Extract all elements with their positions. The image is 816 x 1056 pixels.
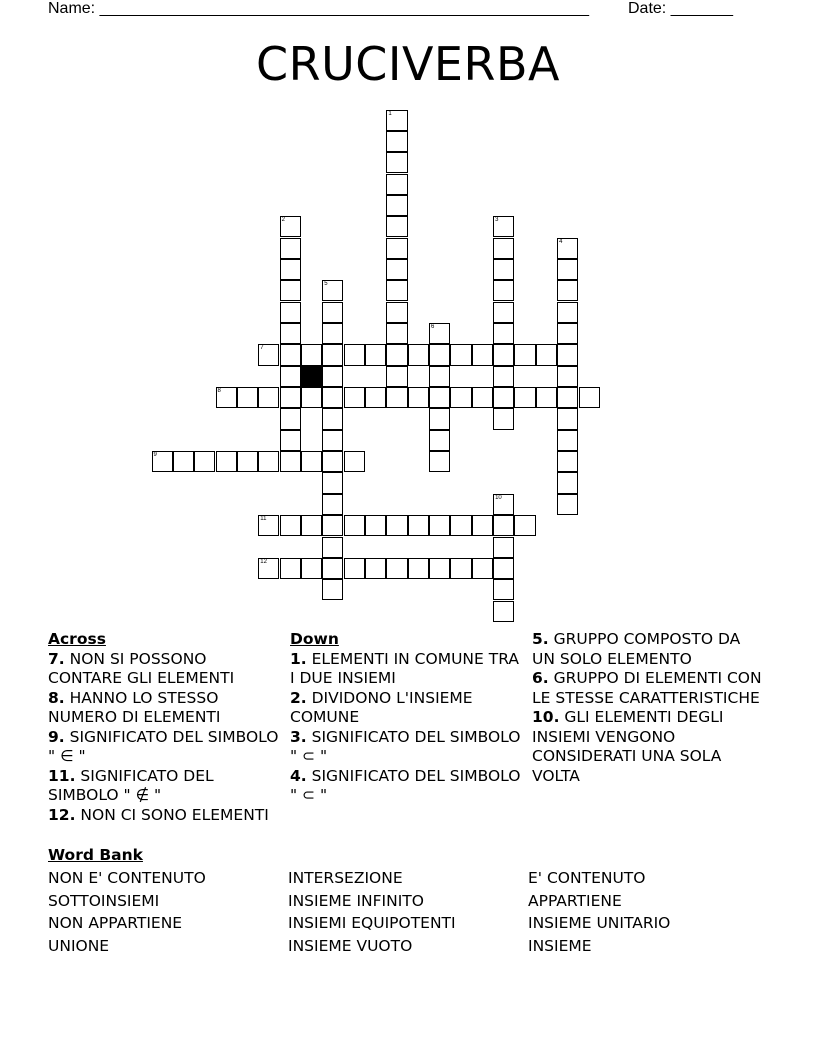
clue-number: 12.: [48, 805, 76, 824]
crossword-cell[interactable]: [557, 366, 578, 387]
crossword-cell[interactable]: [301, 515, 322, 536]
clue-item: [532, 630, 762, 669]
clue-item: [48, 689, 280, 728]
crossword-cell[interactable]: [557, 472, 578, 493]
crossword-cell[interactable]: [258, 344, 279, 365]
clue-item: [48, 728, 280, 767]
crossword-cell[interactable]: [237, 451, 258, 472]
crossword-cell[interactable]: [493, 387, 514, 408]
crossword-cell[interactable]: [386, 110, 407, 131]
word-bank-column-1: [48, 869, 206, 959]
cell-number: 4: [559, 238, 563, 245]
crossword-cell[interactable]: [429, 408, 450, 429]
word-bank-item: NON APPARTIENE: [48, 914, 183, 932]
clue-item: [48, 806, 280, 826]
word-bank-heading: Word Bank: [48, 846, 143, 864]
clue-text: GLI ELEMENTI DEGLI INSIEMI VENGONO CONSIDERATI UNA SOLA VOLTA: [532, 708, 724, 785]
clue-number: 11.: [48, 766, 76, 785]
crossword-cell[interactable]: [493, 515, 514, 536]
crossword-cell[interactable]: [493, 259, 514, 280]
crossword-cell[interactable]: [322, 430, 343, 451]
clue-item: [290, 689, 522, 728]
crossword-cell[interactable]: [301, 451, 322, 472]
word-bank-item: INSIEME VUOTO: [288, 936, 413, 955]
cell-number: 8: [217, 388, 221, 395]
crossword-cell[interactable]: [322, 494, 343, 515]
crossword-cell[interactable]: [472, 344, 493, 365]
crossword-cell[interactable]: [280, 280, 301, 301]
crossword-cell[interactable]: [365, 515, 386, 536]
crossword-cell[interactable]: [557, 323, 578, 344]
clue-number: 8.: [48, 688, 65, 707]
clue-item: [532, 669, 762, 708]
crossword-cell[interactable]: [472, 558, 493, 579]
crossword-cell[interactable]: [429, 344, 450, 365]
crossword-cell[interactable]: [493, 537, 514, 558]
word-bank-item: INTERSEZIONE: [288, 869, 403, 887]
crossword-cell[interactable]: [386, 195, 407, 216]
crossword-cell[interactable]: [322, 451, 343, 472]
down-heading: Down: [290, 630, 339, 648]
word-bank-item: SOTTOINSIEMI: [48, 891, 160, 910]
crossword-cell[interactable]: [557, 280, 578, 301]
crossword-cell[interactable]: [408, 387, 429, 408]
crossword-cell[interactable]: [557, 302, 578, 323]
across-heading: Across: [48, 630, 106, 648]
crossword-cell[interactable]: [322, 537, 343, 558]
word-bank-item: UNIONE: [48, 936, 110, 955]
cell-number: 5: [324, 281, 328, 288]
crossword-cell[interactable]: [258, 387, 279, 408]
crossword-cell[interactable]: [322, 408, 343, 429]
crossword-cell[interactable]: [280, 515, 301, 536]
crossword-cell[interactable]: [493, 366, 514, 387]
crossword-cell[interactable]: [493, 579, 514, 600]
down-list: [290, 650, 522, 806]
cell-number: 2: [281, 217, 285, 224]
clue-item: [48, 767, 280, 806]
crossword-cell[interactable]: [408, 344, 429, 365]
crossword-cell[interactable]: [152, 451, 173, 472]
crossword-block: [301, 366, 322, 387]
crossword-cell[interactable]: [344, 558, 365, 579]
crossword-cell[interactable]: [386, 280, 407, 301]
cell-number: 9: [153, 452, 157, 459]
crossword-cell[interactable]: [450, 558, 471, 579]
crossword-cell[interactable]: [216, 451, 237, 472]
crossword-cell[interactable]: [493, 344, 514, 365]
crossword-cell[interactable]: [493, 408, 514, 429]
clue-text: NON SI POSSONO CONTARE GLI ELEMENTI: [48, 649, 235, 687]
clue-number: 2.: [290, 688, 307, 707]
word-bank-column-2: [288, 869, 456, 959]
crossword-cell[interactable]: [450, 344, 471, 365]
cell-number: 3: [495, 217, 499, 224]
crossword-cell[interactable]: [365, 344, 386, 365]
clue-item: [290, 767, 522, 806]
across-clues: [48, 630, 280, 825]
cell-number: 10: [495, 494, 502, 501]
crossword-cell[interactable]: [280, 558, 301, 579]
crossword-cell[interactable]: [386, 515, 407, 536]
crossword-cell[interactable]: [493, 323, 514, 344]
crossword-cell[interactable]: [322, 323, 343, 344]
clue-text: SIGNIFICATO DEL SIMBOLO " ⊂ ": [290, 766, 521, 804]
crossword-cell[interactable]: [536, 387, 557, 408]
word-bank-column-3: [528, 869, 670, 959]
crossword-cell[interactable]: [557, 344, 578, 365]
down-clues: [290, 630, 522, 806]
down-clues-continued: [532, 630, 762, 786]
crossword-cell[interactable]: [429, 515, 450, 536]
crossword-cell[interactable]: [429, 366, 450, 387]
clue-text: ELEMENTI IN COMUNE TRA I DUE INSIEMI: [290, 649, 519, 687]
clue-text: GRUPPO COMPOSTO DA UN SOLO ELEMENTO: [532, 630, 741, 668]
crossword-cell[interactable]: [386, 259, 407, 280]
crossword-cell[interactable]: [429, 451, 450, 472]
crossword-cell[interactable]: [280, 216, 301, 237]
crossword-cell[interactable]: [322, 302, 343, 323]
word-bank-item: E' CONTENUTO: [528, 869, 646, 887]
crossword-cell[interactable]: [536, 344, 557, 365]
crossword-cell[interactable]: [301, 387, 322, 408]
crossword-cell[interactable]: [493, 280, 514, 301]
crossword-cell[interactable]: [344, 344, 365, 365]
crossword-cell[interactable]: [386, 558, 407, 579]
crossword-cell[interactable]: [514, 344, 535, 365]
clue-item: [290, 650, 522, 689]
crossword-cell[interactable]: [386, 238, 407, 259]
crossword-cell[interactable]: [557, 408, 578, 429]
crossword-cell[interactable]: [322, 558, 343, 579]
cell-number: 7: [260, 345, 264, 352]
crossword-cell[interactable]: [557, 494, 578, 515]
cell-number: 6: [431, 324, 435, 330]
across-list: [48, 650, 280, 826]
crossword-cell[interactable]: [280, 259, 301, 280]
word-bank: [48, 846, 768, 955]
clue-number: 6.: [532, 669, 549, 687]
word-bank-item: INSIEME: [528, 936, 592, 955]
crossword-cell[interactable]: [344, 387, 365, 408]
crossword-cell[interactable]: [557, 451, 578, 472]
crossword-cell[interactable]: [258, 451, 279, 472]
clue-number: 9.: [48, 727, 65, 746]
word-bank-item: INSIEME INFINITO: [288, 891, 424, 910]
crossword-cell[interactable]: [386, 174, 407, 195]
crossword-cell[interactable]: [322, 387, 343, 408]
clue-number: 5.: [532, 630, 549, 648]
crossword-cell[interactable]: [493, 216, 514, 237]
crossword-cell[interactable]: [322, 366, 343, 387]
crossword-cell[interactable]: [493, 558, 514, 579]
crossword-cell[interactable]: [429, 323, 450, 344]
crossword-cell[interactable]: [386, 152, 407, 173]
header: [48, 0, 748, 20]
crossword-cell[interactable]: [301, 558, 322, 579]
crossword-cell[interactable]: [493, 494, 514, 515]
clue-item: [48, 650, 280, 689]
crossword-cell[interactable]: [429, 387, 450, 408]
crossword-cell[interactable]: [557, 387, 578, 408]
crossword-cell[interactable]: [386, 366, 407, 387]
crossword-cell[interactable]: [493, 238, 514, 259]
crossword-cell[interactable]: [280, 302, 301, 323]
clue-text: GRUPPO DI ELEMENTI CON LE STESSE CARATTERISTICHE: [532, 669, 762, 707]
crossword-cell[interactable]: [280, 408, 301, 429]
clue-text: NON CI SONO ELEMENTI: [80, 805, 269, 824]
crossword-cell[interactable]: [386, 216, 407, 237]
crossword-cell[interactable]: [386, 344, 407, 365]
clue-text: DIVIDONO L'INSIEME COMUNE: [290, 688, 473, 726]
crossword-cell[interactable]: [280, 238, 301, 259]
name-field[interactable]: Name: _______________________________________________________: [48, 0, 589, 17]
cell-number: 11: [260, 516, 267, 523]
crossword-cell[interactable]: [557, 430, 578, 451]
crossword-cell[interactable]: [280, 366, 301, 387]
crossword-cell[interactable]: [280, 430, 301, 451]
clue-text: SIGNIFICATO DEL SIMBOLO " ∈ ": [48, 727, 279, 765]
crossword-cell[interactable]: [194, 451, 215, 472]
crossword-cell[interactable]: [514, 387, 535, 408]
crossword-cell[interactable]: [429, 558, 450, 579]
clue-item: [290, 728, 522, 767]
crossword-cell[interactable]: [322, 515, 343, 536]
crossword-cell[interactable]: [472, 515, 493, 536]
crossword-cell[interactable]: [322, 344, 343, 365]
crossword-cell[interactable]: [557, 259, 578, 280]
crossword-cell[interactable]: [280, 387, 301, 408]
crossword-cell[interactable]: [429, 430, 450, 451]
crossword-cell[interactable]: [301, 344, 322, 365]
crossword-cell[interactable]: [322, 579, 343, 600]
crossword-cell[interactable]: [408, 558, 429, 579]
crossword-cell[interactable]: [514, 515, 535, 536]
crossword-cell[interactable]: [450, 515, 471, 536]
crossword-cell[interactable]: [322, 280, 343, 301]
word-bank-item: NON E' CONTENUTO: [48, 869, 206, 887]
crossword-cell[interactable]: [408, 515, 429, 536]
clue-text: HANNO LO STESSO NUMERO DI ELEMENTI: [48, 688, 221, 726]
word-bank-item: INSIEME UNITARIO: [528, 914, 671, 932]
clue-text: SIGNIFICATO DEL SIMBOLO " ∉ ": [48, 766, 214, 804]
crossword-cell[interactable]: [216, 387, 237, 408]
clue-number: 3.: [290, 727, 307, 746]
crossword-cell[interactable]: [493, 601, 514, 622]
crossword-cell[interactable]: [386, 131, 407, 152]
cell-number: 12: [260, 558, 267, 565]
clue-number: 4.: [290, 766, 307, 785]
cell-number: 1: [388, 110, 392, 117]
crossword-cell[interactable]: [493, 302, 514, 323]
crossword-cell[interactable]: [173, 451, 194, 472]
crossword-cell[interactable]: [386, 302, 407, 323]
date-field[interactable]: Date: _______: [628, 0, 733, 17]
crossword-cell[interactable]: [322, 472, 343, 493]
crossword-cell[interactable]: [344, 515, 365, 536]
crossword-cell[interactable]: [280, 451, 301, 472]
clue-number: 7.: [48, 649, 65, 668]
crossword-cell[interactable]: [280, 323, 301, 344]
crossword-cell[interactable]: [280, 344, 301, 365]
page-title: CRUCIVERBA: [256, 37, 560, 91]
clue-text: SIGNIFICATO DEL SIMBOLO " ⊂ ": [290, 727, 521, 765]
crossword-cell[interactable]: [258, 515, 279, 536]
clue-item: [532, 708, 762, 786]
crossword-cell[interactable]: [258, 558, 279, 579]
crossword-cell[interactable]: [237, 387, 258, 408]
crossword-cell[interactable]: [344, 451, 365, 472]
crossword-cell[interactable]: [557, 238, 578, 259]
clue-number: 10.: [532, 708, 560, 726]
crossword-cell[interactable]: [472, 387, 493, 408]
down-continued-list: [532, 630, 762, 786]
word-bank-item: INSIEMI EQUIPOTENTI: [288, 914, 456, 932]
crossword-cell[interactable]: [365, 387, 386, 408]
crossword-cell[interactable]: [579, 387, 600, 408]
crossword-cell[interactable]: [450, 387, 471, 408]
crossword-cell[interactable]: [386, 323, 407, 344]
clue-number: 1.: [290, 649, 307, 668]
crossword-cell[interactable]: [365, 558, 386, 579]
word-bank-item: APPARTIENE: [528, 891, 622, 910]
crossword-cell[interactable]: [386, 387, 407, 408]
